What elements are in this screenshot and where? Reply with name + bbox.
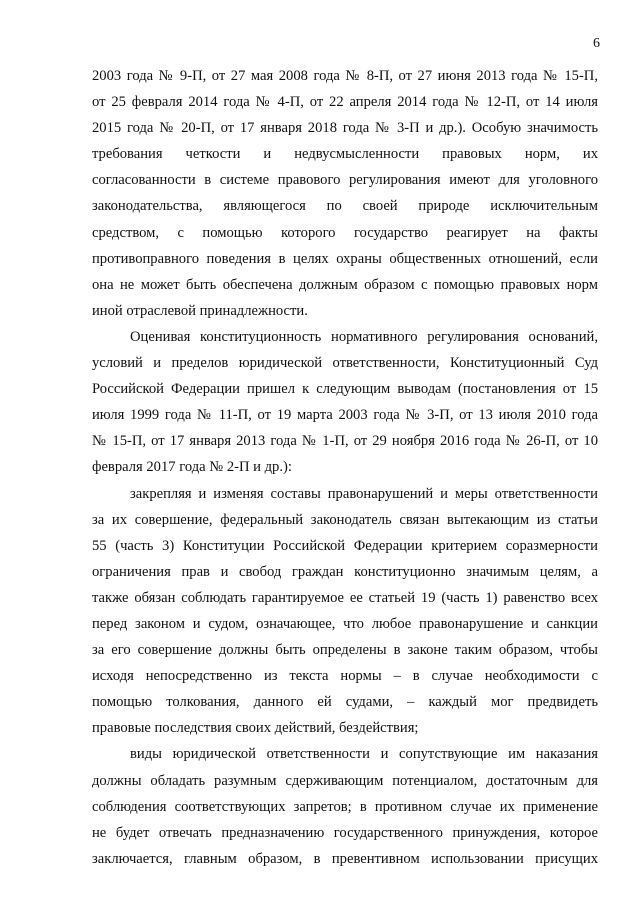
text-line: за его совершение должны быть определены в законе таким образом, чтобы [92,642,598,659]
text-line: также обязан соблюдать гарантируемое ее статьей 19 (часть 1) равенство всех [92,589,598,606]
paragraph-3 [92,481,598,742]
text-line: 2003 года № 9-П, от 27 мая 2008 года № 8-П, от 27 июня 2013 года № 15-П, [92,68,598,84]
text-line: закрепляя и изменяя составы правонарушений и меры ответственности [130,485,598,502]
paragraph-4 [92,741,598,871]
paragraph-1 [92,63,598,324]
text-line: противоправного поведения в целях охраны общественных отношений, если [92,250,598,267]
text-line: она не может быть обеспечена должным образом с помощью правовых норм [92,276,598,293]
text-line: июля 1999 года № 11-П, от 19 марта 2003 года № 3-П, от 13 июля 2010 года [92,407,598,424]
text-line: виды юридической ответственности и сопутствующие им наказания [130,746,598,763]
text-line: должны обладать разумным сдерживающим потенциалом, достаточным для [92,772,598,789]
text-line: не будет отвечать предназначению государственного принуждения, которое [92,824,598,841]
text-line: помощью толкования, данного ей судами, – каждый мог предвидеть [92,694,598,711]
page-number: 6 [593,36,600,51]
text-line: условий и пределов юридической ответственности, Конституционный Суд [92,355,598,372]
text-line: Оценивая конституционность нормативного регулирования оснований, [130,328,598,345]
text-line: иной отраслевой принадлежности. [92,302,308,319]
text-line: ограничения прав и свобод граждан конституционно значимым целям, а [92,563,598,580]
text-line: требования четкости и недвусмысленности правовых норм, их [92,146,598,163]
text-line: за их совершение, федеральный законодатель связан вытекающим из статьи [92,511,598,528]
text-line: исходя непосредственно из текста нормы – в случае необходимости с [92,668,598,685]
text-line: средством, с помощью которого государство реагирует на факты [92,224,598,241]
text-line: заключается, главным образом, в превентивном использовании присущих [92,850,598,867]
paragraph-2 [92,324,598,481]
text-line: 55 (часть 3) Конституции Российской Федерации критерием соразмерности [92,537,598,554]
text-line: № 15-П, от 17 января 2013 года № 1-П, от 29 ноября 2016 года № 26-П, от 10 [92,433,598,450]
text-line: перед законом и судом, означающее, что любое правонарушение и санкции [92,615,598,632]
text-line: соблюдения соответствующих запретов; в противном случае их применение [92,798,598,815]
text-line: законодательства, являющегося по своей природе исключительным [92,198,598,215]
text-line: февраля 2017 года № 2-П и др.): [92,459,292,476]
text-line: от 25 февраля 2014 года № 4-П, от 22 апреля 2014 года № 12-П, от 14 июля [92,94,598,111]
text-line: 2015 года № 20-П, от 17 января 2018 года № 3-П и др.). Особую значимость [92,120,598,137]
text-line: правовые последствия своих действий, бездействия; [92,720,419,737]
text-line: Российской Федерации пришел к следующим выводам (постановления от 15 [92,381,598,398]
text-line: согласованности в системе правового регулирования имеют для уголовного [92,172,598,189]
document-body [92,63,598,872]
